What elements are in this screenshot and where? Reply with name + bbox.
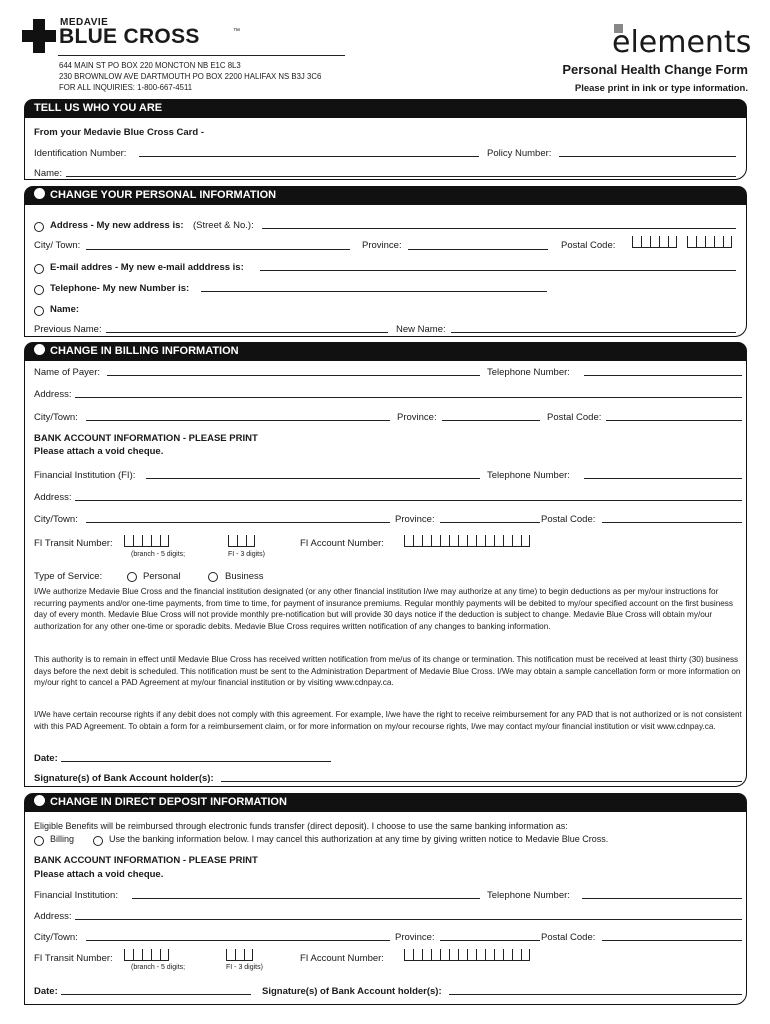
previous-name-label: Previous Name: — [34, 324, 102, 335]
use-below-radio[interactable] — [93, 836, 103, 846]
payer-address-label: Address: — [34, 389, 72, 400]
dd-transit-branch-boxes[interactable] — [124, 949, 169, 961]
name-change-label: Name: — [50, 304, 80, 315]
new-name-label: New Name: — [396, 324, 446, 335]
section-title: CHANGE IN BILLING INFORMATION — [50, 345, 239, 357]
section-personal-header — [24, 186, 747, 205]
payer-province-label: Province: — [397, 412, 437, 423]
dd-date-field[interactable] — [61, 994, 251, 995]
dd-transit-fi-boxes[interactable] — [226, 949, 253, 961]
dd-address-label: Address: — [34, 911, 72, 922]
dd-fi-digits-note: FI - 3 digits) — [226, 964, 263, 971]
business-radio[interactable] — [208, 572, 218, 582]
section-tell-us-header — [24, 99, 747, 118]
new-name-field[interactable] — [451, 332, 736, 333]
payer-phone-field[interactable] — [584, 375, 742, 376]
email-radio[interactable] — [34, 264, 44, 274]
section-bullet-icon — [34, 344, 45, 355]
dd-branch-digits-note: (branch - 5 digits; — [131, 964, 186, 971]
dd-phone-label: Telephone Number: — [487, 890, 570, 901]
previous-name-field[interactable] — [106, 332, 388, 333]
street-label: (Street & No.): — [193, 220, 254, 231]
billing-option-label: Billing — [50, 834, 75, 844]
address-line: FOR ALL INQUIRIES: 1-800-667-4511 — [59, 83, 193, 92]
pad-recourse-paragraph: I/We have certain recourse rights if any debit does not comply with this agreement. For example, I/we have the right to receive reimbursement for any PAD that is not authorized or is not consistent with this PAD Agreement. To obtain a form for a reimbursement claim, or for more information on my/our recourse rights, I/we may contact my/our financial institution or visit www.cdnpay.ca. — [34, 710, 742, 731]
city-field[interactable] — [86, 249, 350, 250]
service-type-label: Type of Service: — [34, 571, 103, 582]
card-subtitle: From your Medavie Blue Cross Card - — [34, 127, 204, 138]
payer-postal-label: Postal Code: — [547, 412, 602, 423]
fi-field[interactable] — [146, 478, 480, 479]
logo-top-text: MEDAVIE — [60, 17, 109, 28]
personal-label: Personal — [143, 571, 181, 582]
business-label: Business — [225, 571, 264, 582]
fi-city-field[interactable] — [86, 522, 390, 523]
billing-radio[interactable] — [34, 836, 44, 846]
id-number-label: Identification Number: — [34, 148, 127, 159]
payer-postal-field[interactable] — [606, 420, 742, 421]
payer-city-label: City/Town: — [34, 412, 78, 423]
dd-transit-label: FI Transit Number: — [34, 953, 113, 964]
form-instruction: Please print in ink or type information. — [574, 83, 748, 94]
fi-postal-field[interactable] — [602, 522, 742, 523]
fi-label: Financial Institution (FI): — [34, 470, 136, 481]
section-bullet-icon — [34, 795, 45, 806]
address-line: 644 MAIN ST PO BOX 220 MONCTON NB E1C 8L3 — [59, 61, 241, 70]
dd-signature-field[interactable] — [449, 994, 742, 995]
direct-deposit-intro: Eligible Benefits will be reimbursed through electronic funds transfer (direct deposit). I choose to use the same banking information as: — [34, 821, 568, 831]
phone-label: Telephone- My new Number is: — [50, 283, 190, 294]
fi-city-label: City/Town: — [34, 514, 78, 525]
dd-account-boxes[interactable] — [404, 949, 530, 961]
blue-cross-logo-icon — [22, 19, 56, 53]
email-label: E-mail addres - My new e-mail adddress is: — [50, 262, 244, 273]
dd-fi-label: Financial Institution: — [34, 890, 118, 901]
section-bullet-icon — [34, 188, 45, 199]
postal-code-boxes-2[interactable] — [687, 236, 732, 248]
logo-main-text: BLUE CROSS — [59, 25, 200, 48]
city-label: City/ Town: — [34, 240, 81, 251]
payer-province-field[interactable] — [442, 420, 540, 421]
payer-label: Name of Payer: — [34, 367, 100, 378]
billing-signature-label: Signature(s) of Bank Account holder(s): — [34, 773, 214, 784]
address-block — [59, 60, 321, 93]
name-radio[interactable] — [34, 306, 44, 316]
fi-digits-note: FI - 3 digits) — [228, 551, 265, 558]
fi-address-label: Address: — [34, 492, 72, 503]
payer-phone-label: Telephone Number: — [487, 367, 570, 378]
street-field[interactable] — [262, 228, 736, 229]
brand-name: elements — [612, 25, 752, 60]
billing-date-label: Date: — [34, 753, 58, 764]
branch-digits-note: (branch - 5 digits; — [131, 551, 186, 558]
dd-city-field[interactable] — [86, 940, 390, 941]
account-label: FI Account Number: — [300, 538, 384, 549]
phone-radio[interactable] — [34, 285, 44, 295]
dd-bank-heading: BANK ACCOUNT INFORMATION - PLEASE PRINT — [34, 855, 258, 866]
section-billing-header — [24, 342, 747, 361]
transit-fi-boxes[interactable] — [228, 535, 255, 547]
form-title: Personal Health Change Form — [562, 62, 748, 77]
section-title: CHANGE YOUR PERSONAL INFORMATION — [50, 189, 277, 201]
province-field[interactable] — [408, 249, 548, 250]
dd-fi-field[interactable] — [132, 898, 480, 899]
billing-signature-field[interactable] — [221, 781, 742, 782]
policy-number-field[interactable] — [559, 156, 736, 157]
transit-branch-boxes[interactable] — [124, 535, 169, 547]
new-address-label: Address - My new address is: — [50, 220, 184, 231]
dd-postal-field[interactable] — [602, 940, 742, 941]
policy-number-label: Policy Number: — [487, 148, 552, 159]
email-field[interactable] — [260, 270, 736, 271]
trademark: ™ — [233, 28, 240, 35]
payer-city-field[interactable] — [86, 420, 390, 421]
pad-authorization-paragraph: I/We authorize Medavie Blue Cross and the financial institution designated (or any other financial institution I/we may authorize at any time) to begin deductions as per my/our instructions for recurring payments and/or one-time payments, from time to time, for payment of insurance premiums. Regular monthly payments will be debited to my/our specified account on the first business day of every month. Medavie Blue Cross will not provide monthly pre-notification but will provide 30 days notice if the deduction is subject to change. Medavie Blue Cross will obtain my/our authorization for any other one-time or sporadic debits. Medavie Blue Cross requires written notification of any changes to banking information. — [34, 587, 733, 631]
address-radio[interactable] — [34, 222, 44, 232]
section-title: TELL US WHO YOU ARE — [34, 102, 163, 114]
dd-account-label: FI Account Number: — [300, 953, 384, 964]
payer-field[interactable] — [107, 375, 480, 376]
fi-phone-label: Telephone Number: — [487, 470, 570, 481]
section-title: CHANGE IN DIRECT DEPOSIT INFORMATION — [50, 796, 287, 808]
name-label: Name: — [34, 168, 62, 179]
fi-province-field[interactable] — [440, 522, 540, 523]
dd-signature-label: Signature(s) of Bank Account holder(s): — [262, 986, 442, 997]
dd-province-field[interactable] — [440, 940, 540, 941]
bank-heading: BANK ACCOUNT INFORMATION - PLEASE PRINT — [34, 433, 258, 444]
billing-date-field[interactable] — [61, 761, 331, 762]
postal-code-boxes[interactable] — [632, 236, 677, 248]
transit-label: FI Transit Number: — [34, 538, 113, 549]
postal-code-label: Postal Code: — [561, 240, 616, 251]
void-cheque-note: Please attach a void cheque. — [34, 446, 164, 457]
section-direct-deposit-header — [24, 793, 747, 812]
dd-city-label: City/Town: — [34, 932, 78, 943]
dd-province-label: Province: — [395, 932, 435, 943]
fi-phone-field[interactable] — [584, 478, 742, 479]
dd-void-note: Please attach a void cheque. — [34, 869, 164, 880]
address-line: 230 BROWNLOW AVE DARTMOUTH PO BOX 2200 HALIFAX NS B3J 3C6 — [59, 72, 322, 81]
fi-address-field[interactable] — [75, 500, 742, 501]
use-below-label: Use the banking information below. I may cancel this authorization at any time by giving written notice to Medavie Blue Cross. — [109, 834, 609, 844]
pad-duration-paragraph: This authority is to remain in effect until Medavie Blue Cross has received written notification from me/us of its change or termination. This notification must be received at least thirty (30) business days before the next debit is scheduled. This notification must be sent to the Administration Department of Medavie Blue Cross. I/We may obtain a sample cancellation form or more information on my/our right to cancel a PAD Agreement at my/our financial institution or by visiting www.cdnpay.ca. — [34, 655, 741, 688]
fi-province-label: Province: — [395, 514, 435, 525]
payer-address-field[interactable] — [75, 397, 742, 398]
dd-date-label: Date: — [34, 986, 58, 997]
personal-radio[interactable] — [127, 572, 137, 582]
fi-postal-label: Postal Code: — [541, 514, 596, 525]
id-number-field[interactable] — [139, 156, 479, 157]
account-boxes[interactable] — [404, 535, 530, 547]
dd-phone-field[interactable] — [582, 898, 742, 899]
province-label: Province: — [362, 240, 402, 251]
phone-field[interactable] — [201, 291, 547, 292]
dd-address-field[interactable] — [75, 919, 742, 920]
dd-postal-label: Postal Code: — [541, 932, 596, 943]
name-field[interactable] — [66, 176, 736, 177]
